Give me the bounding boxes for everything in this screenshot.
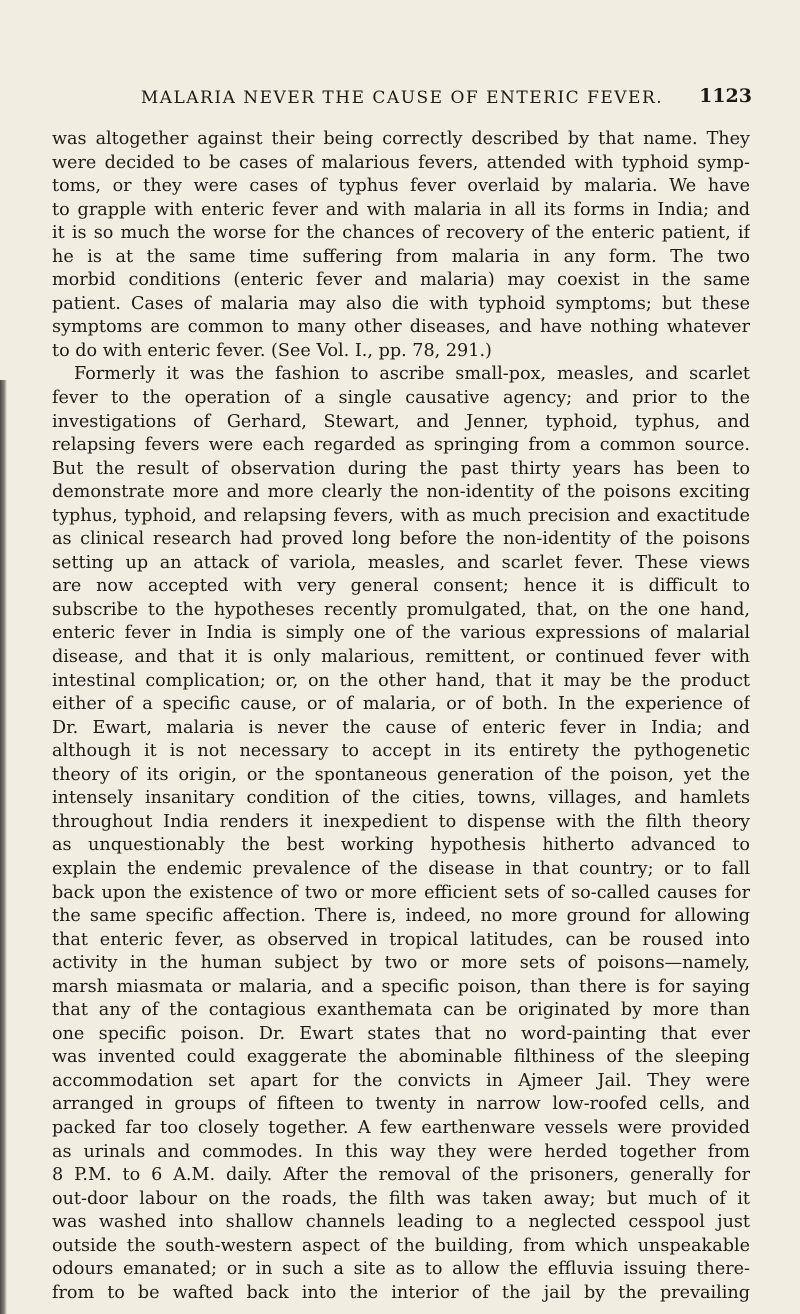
text-line: morbid conditions (enteric fever and malaria) may coexist in the same [52, 270, 750, 291]
text-line: investigations of Gerhard, Stewart, and Jenner, typhoid, typhus, and [52, 411, 750, 432]
text-line: from to be wafted back into the interior of the jail by the prevailing [52, 1282, 750, 1303]
text-line: to do with enteric fever. (See Vol. I., pp. 78, 291.) [52, 340, 492, 361]
text-line: accommodation set apart for the convicts in Ajmeer Jail. They were [52, 1070, 750, 1091]
text-line: it is so much the worse for the chances of recovery of the enteric patient, if [52, 223, 750, 244]
text-line: to grapple with enteric fever and with malaria in all its forms in India; and [52, 199, 750, 220]
text-line: typhus, typhoid, and relapsing fevers, with as much precision and exactitude [52, 505, 750, 526]
text-line: was altogether against their being correctly described by that name. They [52, 129, 750, 149]
text-line: were decided to be cases of malarious fevers, attended with typhoid symp- [52, 152, 750, 173]
text-line: throughout India renders it inexpedient to dispense with the filth theory [52, 811, 750, 832]
text-line: although it is not necessary to accept in its entirety the pythogenetic [52, 741, 750, 762]
text-line: patient. Cases of malaria may also die with typhoid symptoms; but these [52, 293, 750, 314]
text-line: as clinical research had proved long before the non-identity of the poisons [52, 529, 750, 550]
text-line: out-door labour on the roads, the filth was taken away; but much of it [52, 1188, 750, 1209]
text-line: Dr. Ewart, malaria is never the cause of enteric fever in India; and [52, 717, 750, 738]
text-line: one specific poison. Dr. Ewart states that no word-painting that ever [52, 1023, 750, 1044]
text-line: outside the south-western aspect of the building, from which unspeakable [52, 1235, 750, 1256]
text-line: disease, and that it is only malarious, remittent, or continued fever with [52, 647, 750, 668]
text-line: intestinal complication; or, on the other hand, that it may be the product [52, 670, 750, 691]
text-line: But the result of observation during the past thirty years has been to [52, 458, 750, 479]
text-line: explain the endemic prevalence of the disease in that country; or to fall [52, 858, 750, 879]
text-line: Formerly it was the fashion to ascribe small-pox, measles, and scarlet [74, 364, 750, 385]
text-line: marsh miasmata or malaria, and a specific poison, than there is for saying [52, 976, 750, 997]
text-line: are now accepted with very general consent; hence it is difficult to [52, 576, 750, 597]
body-text [52, 128, 750, 1305]
text-line: that enteric fever, as observed in tropical latitudes, can be roused into [52, 929, 750, 950]
page-header [52, 85, 752, 114]
page-number: 1123 [699, 85, 752, 107]
text-line: demonstrate more and more clearly the non-identity of the poisons exciting [52, 482, 750, 503]
text-line: subscribe to the hypotheses recently promulgated, that, on the one hand, [52, 599, 750, 620]
text-line: 8 P.M. to 6 A.M. daily. After the removal of the prisoners, generally for [52, 1165, 750, 1186]
text-line: the same specific affection. There is, indeed, no more ground for allowing [52, 906, 750, 927]
text-line: fever to the operation of a single causative agency; and prior to the [52, 388, 750, 409]
text-line: symptoms are common to many other diseases, and have nothing whatever [52, 317, 750, 338]
page-edge-shadow [0, 380, 7, 1314]
text-line: setting up an attack of variola, measles, and scarlet fever. These views [52, 552, 750, 573]
text-line: theory of its origin, or the spontaneous generation of the poison, yet the [52, 764, 750, 785]
text-line: back upon the existence of two or more efficient sets of so-called causes for [52, 882, 750, 903]
text-line: either of a specific cause, or of malaria, or of both. In the experience of [52, 694, 750, 715]
text-line: relapsing fevers were each regarded as springing from a common source. [52, 435, 750, 456]
text-line: was washed into shallow channels leading to a neglected cesspool just [52, 1212, 750, 1233]
text-line: enteric fever in India is simply one of the various expressions of malarial [52, 623, 750, 644]
text-line: intensely insanitary condition of the cities, towns, villages, and hamlets [52, 788, 750, 809]
text-line: arranged in groups of fifteen to twenty in narrow low-roofed cells, and [52, 1094, 750, 1115]
running-head: MALARIA NEVER THE CAUSE OF ENTERIC FEVER. [140, 88, 664, 108]
text-line: he is at the same time suffering from malaria in any form. The two [52, 246, 750, 267]
text-line: activity in the human subject by two or more sets of poisons—namely, [52, 953, 750, 974]
text-line: as unquestionably the best working hypothesis hitherto advanced to [52, 835, 750, 856]
text-line: odours emanated; or in such a site as to allow the effluvia issuing there- [52, 1259, 750, 1280]
text-line: was invented could exaggerate the abominable filthiness of the sleeping [52, 1047, 750, 1068]
text-line: as urinals and commodes. In this way they were herded together from [52, 1141, 750, 1162]
text-line: toms, or they were cases of typhus fever overlaid by malaria. We have [52, 176, 750, 197]
text-line: that any of the contagious exanthemata can be originated by more than [52, 1000, 750, 1021]
text-line: packed far too closely together. A few earthenware vessels were provided [52, 1117, 750, 1138]
